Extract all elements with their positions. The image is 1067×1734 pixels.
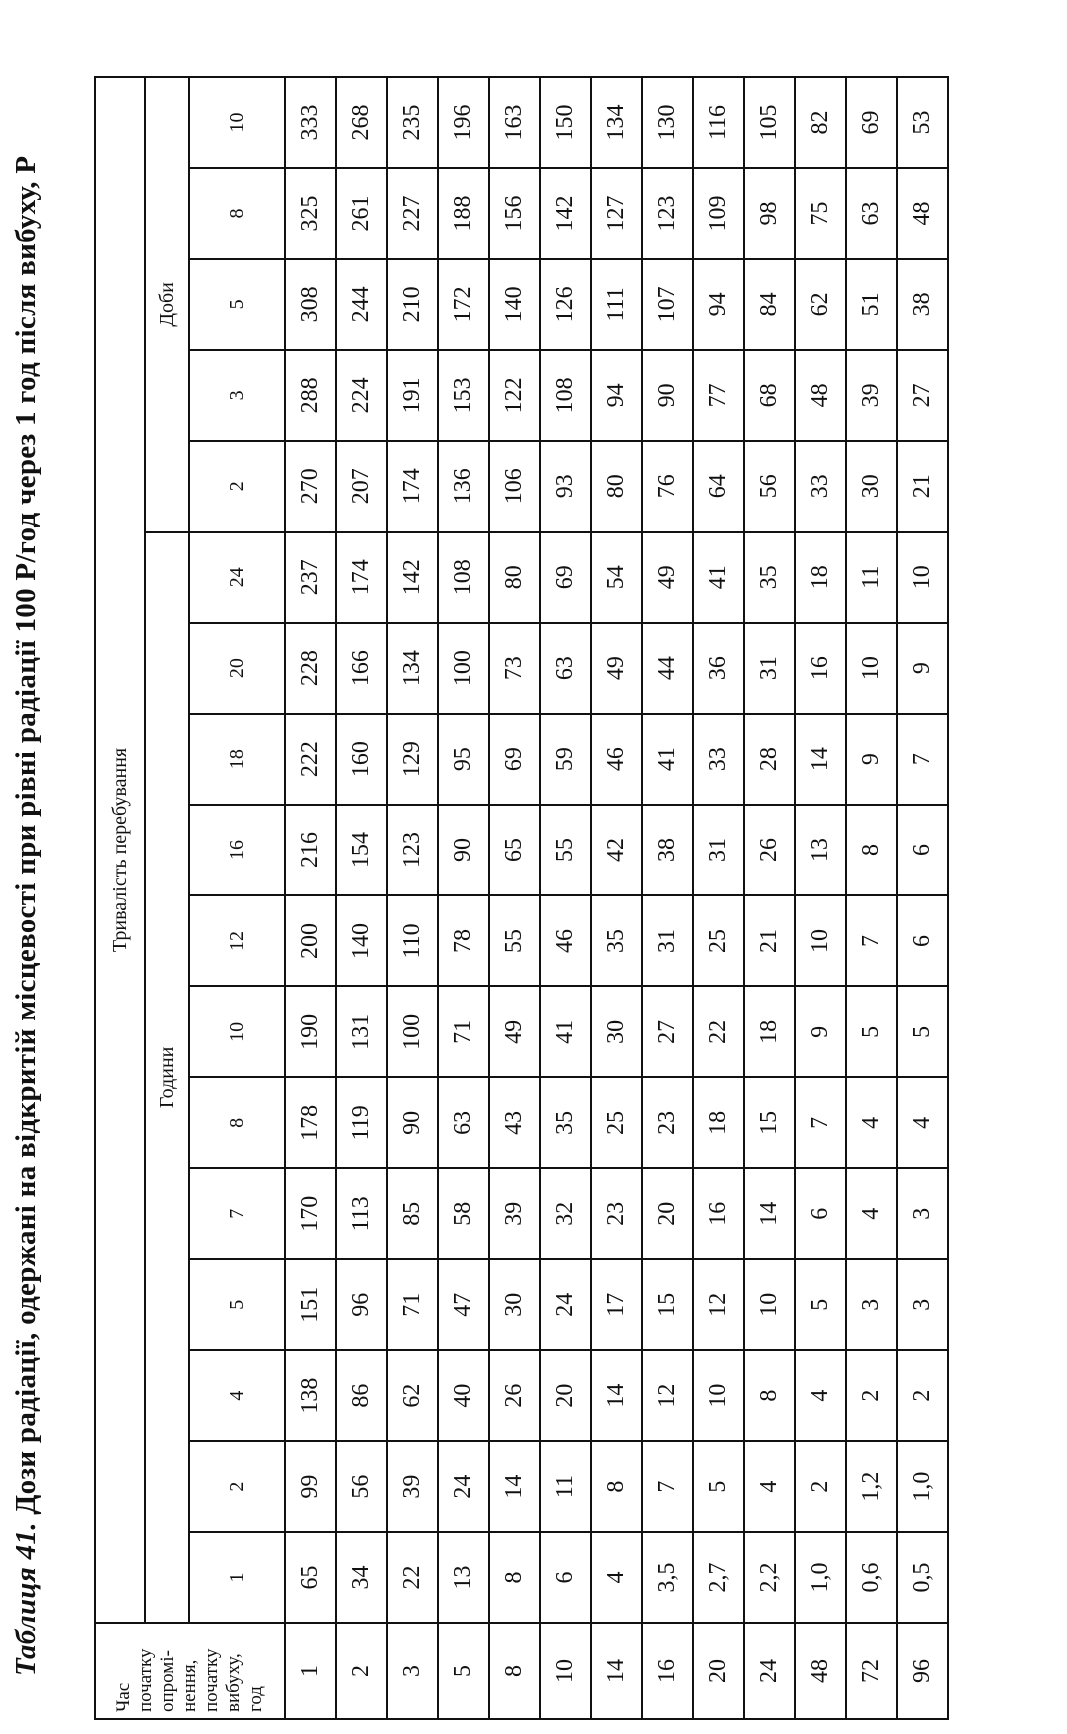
dose-cell: 105 bbox=[744, 77, 795, 168]
dose-cell: 2,2 bbox=[744, 1532, 795, 1623]
dose-cell: 207 bbox=[336, 441, 387, 532]
dose-cell: 41 bbox=[642, 714, 693, 805]
dose-cell: 136 bbox=[438, 441, 489, 532]
dose-cell: 122 bbox=[489, 350, 540, 441]
table-row bbox=[540, 77, 591, 1719]
dose-cell: 28 bbox=[744, 714, 795, 805]
dose-cell: 268 bbox=[336, 77, 387, 168]
row-label-start-time: 14 bbox=[591, 1623, 642, 1719]
column-header-hours: 4 bbox=[189, 1350, 285, 1441]
dose-cell: 31 bbox=[744, 623, 795, 714]
table-row bbox=[489, 77, 540, 1719]
dose-cell: 23 bbox=[642, 1077, 693, 1168]
dose-cell: 31 bbox=[693, 805, 744, 896]
table-row bbox=[642, 77, 693, 1719]
dose-cell: 53 bbox=[897, 77, 948, 168]
dose-cell: 90 bbox=[387, 1077, 438, 1168]
dose-cell: 56 bbox=[744, 441, 795, 532]
dose-cell: 123 bbox=[642, 168, 693, 259]
dose-cell: 134 bbox=[591, 77, 642, 168]
dose-cell: 39 bbox=[489, 1168, 540, 1259]
dose-cell: 7 bbox=[897, 714, 948, 805]
dose-cell: 222 bbox=[285, 714, 336, 805]
dose-cell: 5 bbox=[897, 986, 948, 1077]
row-header-line: Час bbox=[113, 1682, 134, 1712]
column-header-hours: 20 bbox=[189, 623, 285, 714]
dose-cell: 10 bbox=[693, 1350, 744, 1441]
dose-cell: 69 bbox=[540, 532, 591, 623]
group-header-days: Доби bbox=[145, 77, 189, 532]
dose-cell: 4 bbox=[846, 1168, 897, 1259]
dose-cell: 48 bbox=[795, 350, 846, 441]
dose-cell: 100 bbox=[387, 986, 438, 1077]
dose-cell: 49 bbox=[489, 986, 540, 1077]
dose-cell: 30 bbox=[489, 1259, 540, 1350]
dose-cell: 39 bbox=[846, 350, 897, 441]
dose-cell: 14 bbox=[744, 1168, 795, 1259]
dose-cell: 55 bbox=[489, 896, 540, 987]
row-header-line: початку bbox=[201, 1648, 222, 1712]
dose-cell: 2 bbox=[897, 1350, 948, 1441]
dose-cell: 69 bbox=[489, 714, 540, 805]
dose-cell: 56 bbox=[336, 1441, 387, 1532]
dose-cell: 160 bbox=[336, 714, 387, 805]
column-header-hours: 8 bbox=[189, 1077, 285, 1168]
dose-cell: 10 bbox=[897, 532, 948, 623]
dose-cell: 153 bbox=[438, 350, 489, 441]
group-header-hours: Години bbox=[145, 532, 189, 1623]
column-header-hours: 2 bbox=[189, 1441, 285, 1532]
row-label-start-time: 16 bbox=[642, 1623, 693, 1719]
dose-cell: 80 bbox=[489, 532, 540, 623]
dose-cell: 34 bbox=[336, 1532, 387, 1623]
dose-cell: 119 bbox=[336, 1077, 387, 1168]
dose-cell: 10 bbox=[744, 1259, 795, 1350]
dose-cell: 90 bbox=[438, 805, 489, 896]
dose-cell: 1,0 bbox=[897, 1441, 948, 1532]
dose-cell: 63 bbox=[846, 168, 897, 259]
dose-cell: 25 bbox=[693, 896, 744, 987]
dose-cell: 39 bbox=[387, 1441, 438, 1532]
dose-cell: 3,5 bbox=[642, 1532, 693, 1623]
dose-cell: 95 bbox=[438, 714, 489, 805]
row-label-start-time: 1 bbox=[285, 1623, 336, 1719]
dose-cell: 154 bbox=[336, 805, 387, 896]
dose-cell: 142 bbox=[387, 532, 438, 623]
column-header-hours: 10 bbox=[189, 986, 285, 1077]
dose-cell: 4 bbox=[795, 1350, 846, 1441]
dose-cell: 21 bbox=[744, 896, 795, 987]
dose-cell: 14 bbox=[795, 714, 846, 805]
row-header-line: вибуху, год bbox=[223, 1653, 266, 1712]
dose-cell: 35 bbox=[540, 1077, 591, 1168]
dose-cell: 140 bbox=[489, 259, 540, 350]
dose-cell: 71 bbox=[438, 986, 489, 1077]
column-header-hours: 1 bbox=[189, 1532, 285, 1623]
dose-cell: 64 bbox=[693, 441, 744, 532]
dose-cell: 24 bbox=[540, 1259, 591, 1350]
column-header-days: 10 bbox=[189, 77, 285, 168]
dose-cell: 170 bbox=[285, 1168, 336, 1259]
column-header-days: 5 bbox=[189, 259, 285, 350]
dose-cell: 30 bbox=[591, 986, 642, 1077]
dose-cell: 333 bbox=[285, 77, 336, 168]
dose-cell: 111 bbox=[591, 259, 642, 350]
dose-cell: 48 bbox=[897, 168, 948, 259]
dose-cell: 224 bbox=[336, 350, 387, 441]
dose-cell: 82 bbox=[795, 77, 846, 168]
dose-cell: 3 bbox=[897, 1168, 948, 1259]
dose-cell: 10 bbox=[795, 896, 846, 987]
dose-cell: 140 bbox=[336, 896, 387, 987]
dose-cell: 62 bbox=[795, 259, 846, 350]
dose-cell: 108 bbox=[438, 532, 489, 623]
radiation-dose-table bbox=[94, 76, 949, 1720]
table-row bbox=[795, 77, 846, 1719]
dose-cell: 123 bbox=[387, 805, 438, 896]
dose-cell: 1,0 bbox=[795, 1532, 846, 1623]
dose-cell: 17 bbox=[591, 1259, 642, 1350]
dose-cell: 14 bbox=[591, 1350, 642, 1441]
dose-cell: 33 bbox=[693, 714, 744, 805]
dose-cell: 62 bbox=[387, 1350, 438, 1441]
dose-cell: 21 bbox=[897, 441, 948, 532]
table-row bbox=[438, 77, 489, 1719]
caption-text: Дози радіації, одержані на відкритій місцевості при рівні радіації 100 Р/год через 1 год після вибуху, Р bbox=[10, 155, 42, 1515]
dose-cell: 190 bbox=[285, 986, 336, 1077]
column-header-hours: 18 bbox=[189, 714, 285, 805]
dose-cell: 11 bbox=[540, 1441, 591, 1532]
dose-cell: 0,5 bbox=[897, 1532, 948, 1623]
dose-cell: 174 bbox=[336, 532, 387, 623]
dose-cell: 46 bbox=[591, 714, 642, 805]
dose-cell: 18 bbox=[795, 532, 846, 623]
dose-cell: 8 bbox=[489, 1532, 540, 1623]
dose-cell: 47 bbox=[438, 1259, 489, 1350]
dose-cell: 8 bbox=[591, 1441, 642, 1532]
dose-cell: 129 bbox=[387, 714, 438, 805]
dose-cell: 9 bbox=[846, 714, 897, 805]
dose-cell: 142 bbox=[540, 168, 591, 259]
dose-cell: 138 bbox=[285, 1350, 336, 1441]
column-header-hours: 5 bbox=[189, 1259, 285, 1350]
dose-cell: 178 bbox=[285, 1077, 336, 1168]
dose-cell: 7 bbox=[795, 1077, 846, 1168]
dose-cell: 20 bbox=[642, 1168, 693, 1259]
dose-cell: 237 bbox=[285, 532, 336, 623]
row-label-start-time: 48 bbox=[795, 1623, 846, 1719]
dose-cell: 84 bbox=[744, 259, 795, 350]
row-header-line: нення, bbox=[179, 1659, 200, 1712]
column-header-hours: 12 bbox=[189, 896, 285, 987]
row-header-line: опромі- bbox=[157, 1650, 178, 1712]
dose-cell: 13 bbox=[795, 805, 846, 896]
dose-cell: 99 bbox=[285, 1441, 336, 1532]
row-label-start-time: 24 bbox=[744, 1623, 795, 1719]
dose-cell: 12 bbox=[693, 1259, 744, 1350]
dose-cell: 200 bbox=[285, 896, 336, 987]
dose-cell: 4 bbox=[744, 1441, 795, 1532]
dose-cell: 75 bbox=[795, 168, 846, 259]
dose-cell: 85 bbox=[387, 1168, 438, 1259]
dose-cell: 270 bbox=[285, 441, 336, 532]
table-row bbox=[897, 77, 948, 1719]
dose-cell: 113 bbox=[336, 1168, 387, 1259]
dose-cell: 25 bbox=[591, 1077, 642, 1168]
dose-cell: 35 bbox=[591, 896, 642, 987]
dose-cell: 261 bbox=[336, 168, 387, 259]
dose-cell: 6 bbox=[795, 1168, 846, 1259]
table-row bbox=[387, 77, 438, 1719]
dose-cell: 216 bbox=[285, 805, 336, 896]
dose-cell: 6 bbox=[897, 896, 948, 987]
dose-cell: 156 bbox=[489, 168, 540, 259]
column-header-days: 8 bbox=[189, 168, 285, 259]
dose-cell: 38 bbox=[642, 805, 693, 896]
dose-cell: 24 bbox=[438, 1441, 489, 1532]
dose-cell: 32 bbox=[540, 1168, 591, 1259]
dose-cell: 16 bbox=[795, 623, 846, 714]
dose-cell: 68 bbox=[744, 350, 795, 441]
dose-cell: 54 bbox=[591, 532, 642, 623]
row-label-start-time: 96 bbox=[897, 1623, 948, 1719]
dose-cell: 131 bbox=[336, 986, 387, 1077]
dose-cell: 107 bbox=[642, 259, 693, 350]
dose-cell: 18 bbox=[693, 1077, 744, 1168]
dose-cell: 1,2 bbox=[846, 1441, 897, 1532]
dose-cell: 235 bbox=[387, 77, 438, 168]
dose-cell: 18 bbox=[744, 986, 795, 1077]
dose-cell: 94 bbox=[591, 350, 642, 441]
dose-cell: 116 bbox=[693, 77, 744, 168]
dose-cell: 38 bbox=[897, 259, 948, 350]
dose-cell: 163 bbox=[489, 77, 540, 168]
column-header-days: 2 bbox=[189, 441, 285, 532]
dose-cell: 13 bbox=[438, 1532, 489, 1623]
table-row bbox=[846, 77, 897, 1719]
dose-cell: 65 bbox=[285, 1532, 336, 1623]
dose-cell: 30 bbox=[846, 441, 897, 532]
dose-cell: 5 bbox=[693, 1441, 744, 1532]
caption-label: Таблиця 41. bbox=[10, 1522, 42, 1676]
dose-cell: 98 bbox=[744, 168, 795, 259]
table-row bbox=[693, 77, 744, 1719]
dose-cell: 9 bbox=[897, 623, 948, 714]
row-label-start-time: 3 bbox=[387, 1623, 438, 1719]
dose-cell: 134 bbox=[387, 623, 438, 714]
row-label-start-time: 8 bbox=[489, 1623, 540, 1719]
dose-cell: 6 bbox=[540, 1532, 591, 1623]
dose-cell: 108 bbox=[540, 350, 591, 441]
dose-cell: 41 bbox=[540, 986, 591, 1077]
dose-cell: 31 bbox=[642, 896, 693, 987]
dose-cell: 15 bbox=[642, 1259, 693, 1350]
dose-cell: 42 bbox=[591, 805, 642, 896]
dose-cell: 51 bbox=[846, 259, 897, 350]
dose-cell: 78 bbox=[438, 896, 489, 987]
dose-cell: 188 bbox=[438, 168, 489, 259]
dose-cell: 228 bbox=[285, 623, 336, 714]
dose-cell: 0,6 bbox=[846, 1532, 897, 1623]
dose-cell: 22 bbox=[693, 986, 744, 1077]
dose-cell: 110 bbox=[387, 896, 438, 987]
dose-cell: 23 bbox=[591, 1168, 642, 1259]
dose-cell: 2,7 bbox=[693, 1532, 744, 1623]
row-header bbox=[95, 1623, 285, 1719]
dose-cell: 65 bbox=[489, 805, 540, 896]
dose-cell: 8 bbox=[846, 805, 897, 896]
dose-cell: 94 bbox=[693, 259, 744, 350]
dose-cell: 27 bbox=[897, 350, 948, 441]
dose-cell: 130 bbox=[642, 77, 693, 168]
dose-cell: 20 bbox=[540, 1350, 591, 1441]
dose-cell: 4 bbox=[897, 1077, 948, 1168]
dose-cell: 77 bbox=[693, 350, 744, 441]
dose-cell: 14 bbox=[489, 1441, 540, 1532]
dose-cell: 10 bbox=[846, 623, 897, 714]
dose-cell: 174 bbox=[387, 441, 438, 532]
dose-cell: 49 bbox=[591, 623, 642, 714]
dose-cell: 15 bbox=[744, 1077, 795, 1168]
dose-cell: 109 bbox=[693, 168, 744, 259]
dose-cell: 26 bbox=[744, 805, 795, 896]
dose-cell: 90 bbox=[642, 350, 693, 441]
dose-cell: 325 bbox=[285, 168, 336, 259]
dose-cell: 4 bbox=[846, 1077, 897, 1168]
dose-cell: 22 bbox=[387, 1532, 438, 1623]
dose-cell: 227 bbox=[387, 168, 438, 259]
dose-cell: 12 bbox=[642, 1350, 693, 1441]
dose-cell: 6 bbox=[897, 805, 948, 896]
dose-cell: 210 bbox=[387, 259, 438, 350]
dose-cell: 172 bbox=[438, 259, 489, 350]
table-caption bbox=[6, 36, 46, 1676]
row-label-start-time: 72 bbox=[846, 1623, 897, 1719]
dose-cell: 35 bbox=[744, 532, 795, 623]
dose-cell: 5 bbox=[795, 1259, 846, 1350]
dose-cell: 41 bbox=[693, 532, 744, 623]
table-row bbox=[591, 77, 642, 1719]
dose-cell: 93 bbox=[540, 441, 591, 532]
dose-cell: 3 bbox=[846, 1259, 897, 1350]
dose-cell: 100 bbox=[438, 623, 489, 714]
dose-cell: 46 bbox=[540, 896, 591, 987]
dose-cell: 2 bbox=[795, 1441, 846, 1532]
dose-cell: 3 bbox=[897, 1259, 948, 1350]
table-row bbox=[336, 77, 387, 1719]
dose-cell: 44 bbox=[642, 623, 693, 714]
dose-cell: 63 bbox=[540, 623, 591, 714]
dose-cell: 40 bbox=[438, 1350, 489, 1441]
dose-cell: 58 bbox=[438, 1168, 489, 1259]
table-row bbox=[744, 77, 795, 1719]
dose-cell: 5 bbox=[846, 986, 897, 1077]
dose-cell: 126 bbox=[540, 259, 591, 350]
row-label-start-time: 20 bbox=[693, 1623, 744, 1719]
dose-cell: 36 bbox=[693, 623, 744, 714]
group-header-duration: Тривалість перебування bbox=[95, 77, 145, 1623]
dose-cell: 2 bbox=[846, 1350, 897, 1441]
dose-cell: 151 bbox=[285, 1259, 336, 1350]
dose-cell: 288 bbox=[285, 350, 336, 441]
dose-cell: 8 bbox=[744, 1350, 795, 1441]
dose-cell: 127 bbox=[591, 168, 642, 259]
dose-cell: 27 bbox=[642, 986, 693, 1077]
dose-cell: 9 bbox=[795, 986, 846, 1077]
dose-cell: 76 bbox=[642, 441, 693, 532]
row-label-start-time: 5 bbox=[438, 1623, 489, 1719]
column-header-days: 3 bbox=[189, 350, 285, 441]
dose-cell: 86 bbox=[336, 1350, 387, 1441]
dose-cell: 71 bbox=[387, 1259, 438, 1350]
column-header-hours: 24 bbox=[189, 532, 285, 623]
dose-cell: 69 bbox=[846, 77, 897, 168]
dose-cell: 96 bbox=[336, 1259, 387, 1350]
dose-cell: 49 bbox=[642, 532, 693, 623]
dose-cell: 59 bbox=[540, 714, 591, 805]
column-header-hours: 7 bbox=[189, 1168, 285, 1259]
dose-cell: 73 bbox=[489, 623, 540, 714]
dose-cell: 244 bbox=[336, 259, 387, 350]
dose-cell: 16 bbox=[693, 1168, 744, 1259]
table-row bbox=[285, 77, 336, 1719]
row-label-start-time: 10 bbox=[540, 1623, 591, 1719]
dose-cell: 191 bbox=[387, 350, 438, 441]
column-header-hours: 16 bbox=[189, 805, 285, 896]
dose-cell: 4 bbox=[591, 1532, 642, 1623]
dose-cell: 106 bbox=[489, 441, 540, 532]
dose-cell: 308 bbox=[285, 259, 336, 350]
dose-cell: 150 bbox=[540, 77, 591, 168]
dose-cell: 166 bbox=[336, 623, 387, 714]
dose-cell: 7 bbox=[846, 896, 897, 987]
row-header-line: початку bbox=[135, 1648, 156, 1712]
dose-cell: 33 bbox=[795, 441, 846, 532]
dose-cell: 43 bbox=[489, 1077, 540, 1168]
dose-cell: 55 bbox=[540, 805, 591, 896]
dose-cell: 63 bbox=[438, 1077, 489, 1168]
dose-cell: 26 bbox=[489, 1350, 540, 1441]
dose-cell: 7 bbox=[642, 1441, 693, 1532]
dose-cell: 11 bbox=[846, 532, 897, 623]
dose-cell: 80 bbox=[591, 441, 642, 532]
row-label-start-time: 2 bbox=[336, 1623, 387, 1719]
dose-cell: 196 bbox=[438, 77, 489, 168]
